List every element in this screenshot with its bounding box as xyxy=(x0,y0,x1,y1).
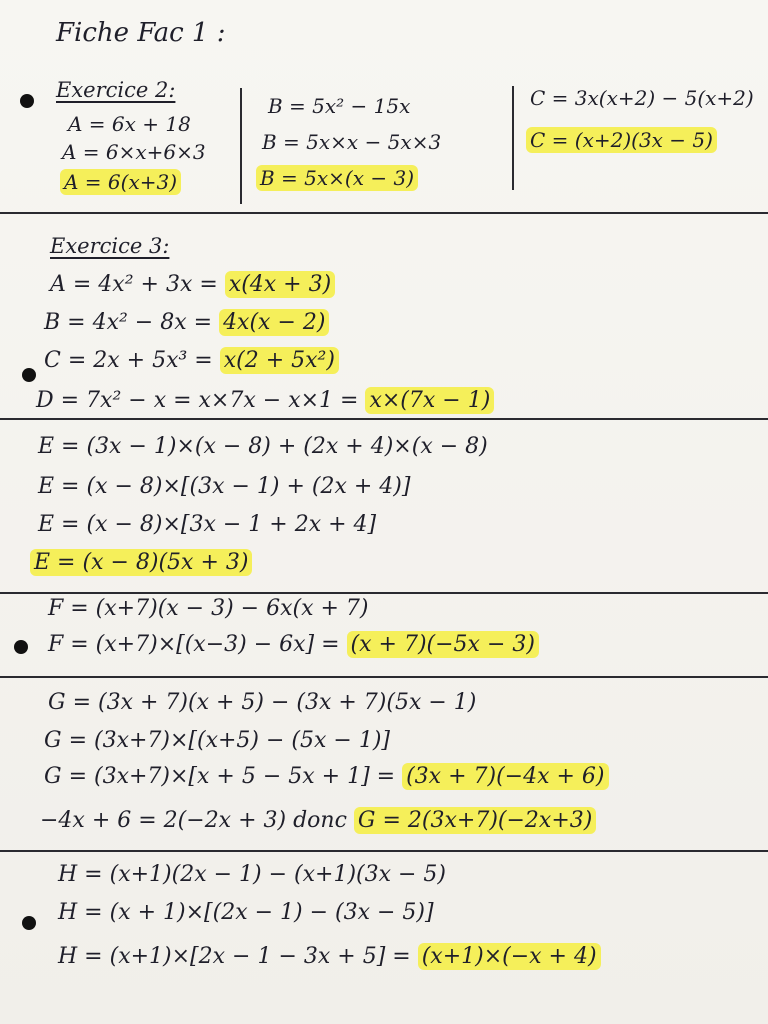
g-line3: G = (3x+7)×[x + 5 − 5x + 1] = (3x + 7)(−4x + 6) xyxy=(44,766,609,788)
ex3-b: B = 4x² − 8x = 4x(x − 2) xyxy=(44,312,329,334)
exercice3-label: Exercice 3: xyxy=(50,234,170,258)
divider-line-5 xyxy=(0,850,768,852)
exercice2-label: Exercice 2: xyxy=(56,78,176,102)
bullet-icon xyxy=(22,368,36,382)
bullet-icon xyxy=(22,916,36,930)
h-line1: H = (x+1)(2x − 1) − (x+1)(3x − 5) xyxy=(58,862,447,887)
ex2-a-line2: A = 6×x+6×3 xyxy=(62,140,206,164)
g-line1: G = (3x + 7)(x + 5) − (3x + 7)(5x − 1) xyxy=(48,690,477,715)
e-result: E = (x − 8)(5x + 3) xyxy=(30,552,252,574)
divider-line-1 xyxy=(0,212,768,214)
bullet-icon xyxy=(20,94,34,108)
page-title: Fiche Fac 1 : xyxy=(56,18,226,48)
g-line2: G = (3x+7)×[(x+5) − (5x − 1)] xyxy=(44,728,391,753)
f-line1: F = (x+7)(x − 3) − 6x(x + 7) xyxy=(48,596,369,621)
ex2-c-line2: C = (x+2)(3x − 5) xyxy=(526,130,717,150)
ex2-b-line2: B = 5x×x − 5x×3 xyxy=(262,130,442,154)
divider-line-4 xyxy=(0,676,768,678)
ex2-c-line1: C = 3x(x+2) − 5(x+2) xyxy=(530,86,754,110)
h-line2: H = (x + 1)×[(2x − 1) − (3x − 5)] xyxy=(58,900,434,925)
ex3-d: D = 7x² − x = x×7x − x×1 = x×(7x − 1) xyxy=(36,390,494,412)
e-line2: E = (x − 8)×[(3x − 1) + (2x + 4)] xyxy=(38,474,411,499)
e-line1: E = (3x − 1)×(x − 8) + (2x + 4)×(x − 8) xyxy=(38,434,488,459)
ex3-c: C = 2x + 5x³ = x(2 + 5x²) xyxy=(44,350,339,372)
bullet-icon xyxy=(14,640,28,654)
e-line3: E = (x − 8)×[3x − 1 + 2x + 4] xyxy=(38,512,377,537)
ex3-a: A = 4x² + 3x = x(4x + 3) xyxy=(50,274,335,296)
ex2-b-line3: B = 5x×(x − 3) xyxy=(256,168,418,188)
divider-line-2 xyxy=(0,418,768,420)
ex2-divider-1 xyxy=(240,88,242,204)
ex2-b-line1: B = 5x² − 15x xyxy=(268,94,411,118)
g-line4: −4x + 6 = 2(−2x + 3) donc G = 2(3x+7)(−2x+3) xyxy=(40,810,596,832)
h-line3: H = (x+1)×[2x − 1 − 3x + 5] = (x+1)×(−x + 4) xyxy=(58,946,601,968)
f-line2: F = (x+7)×[(x−3) − 6x] = (x + 7)(−5x − 3) xyxy=(48,634,539,656)
ex2-a-line3: A = 6(x+3) xyxy=(60,172,181,192)
divider-line-3 xyxy=(0,592,768,594)
ex2-a-line1: A = 6x + 18 xyxy=(68,112,191,136)
ex2-divider-2 xyxy=(512,86,514,190)
